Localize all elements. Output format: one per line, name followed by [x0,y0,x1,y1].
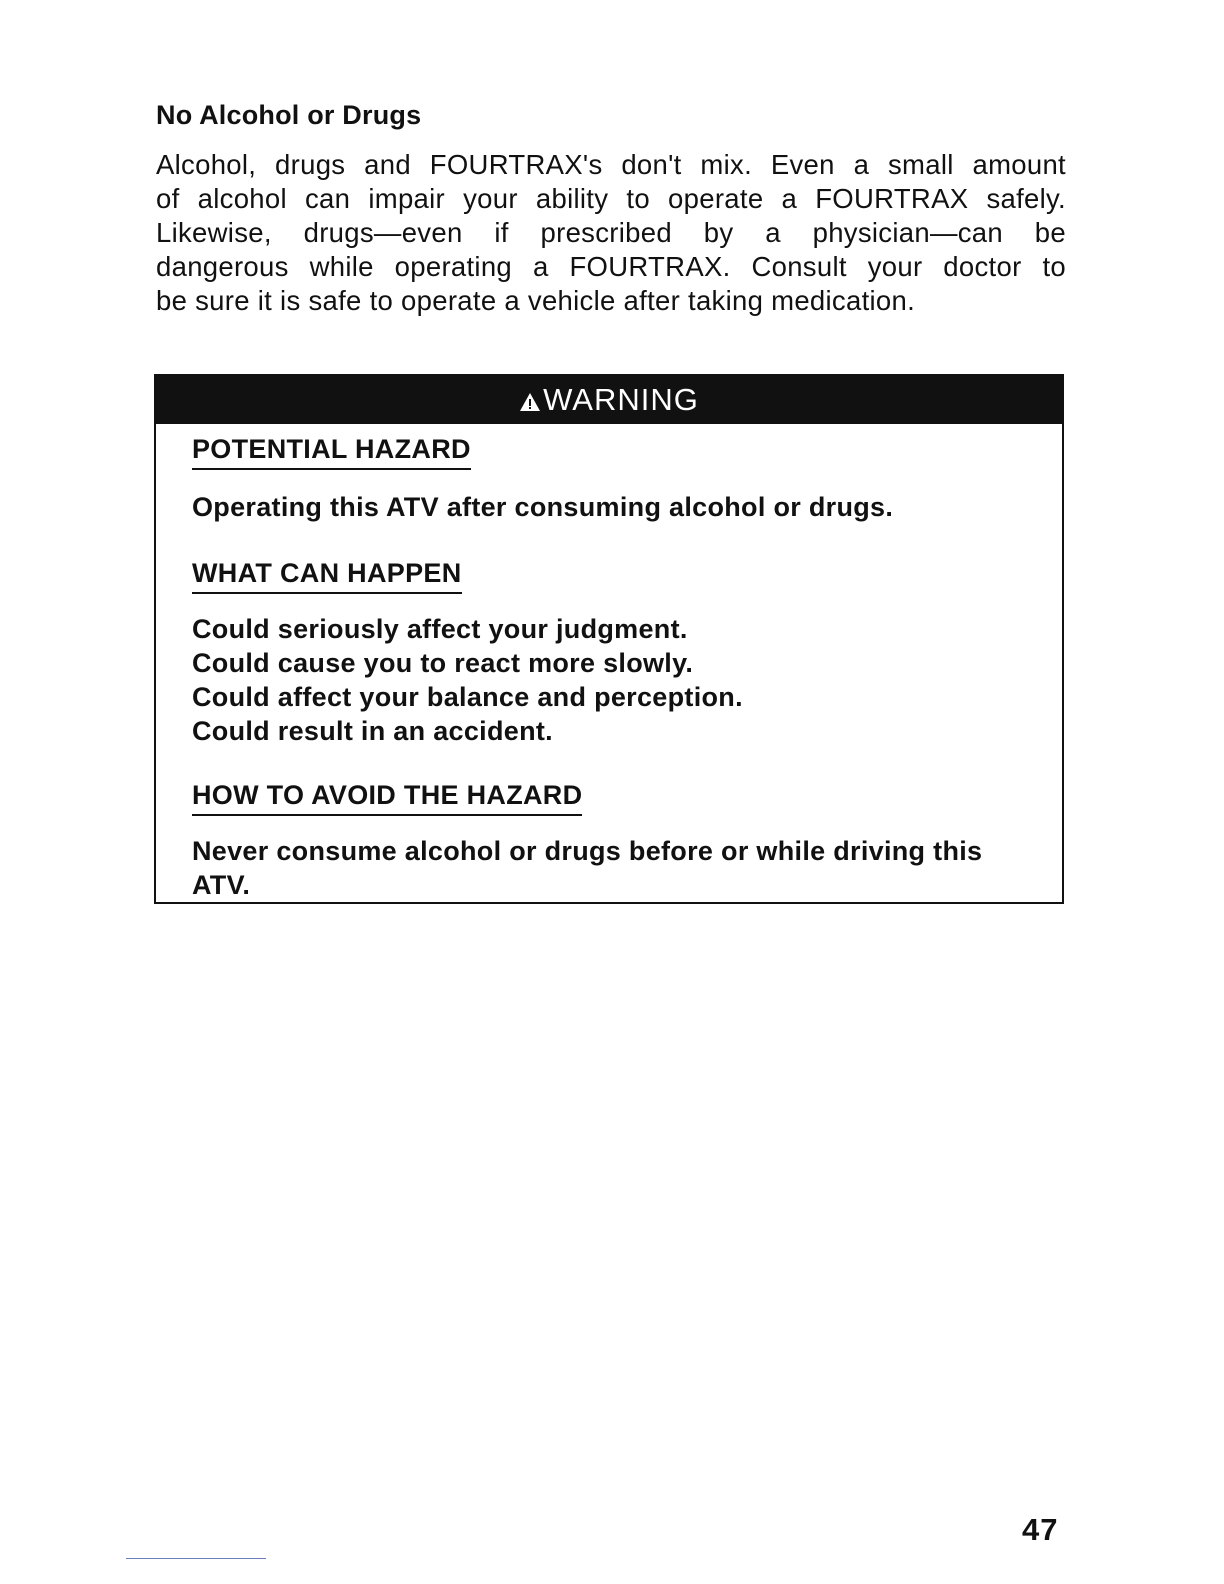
warning-box [154,374,1064,904]
page-number: 47 [1022,1512,1059,1547]
how-to-avoid-heading: HOW TO AVOID THE HAZARD [192,780,582,816]
body-line: dangerous while operating a FOURTRAX. Consult your doctor to [156,251,1066,282]
avoid-line: Never consume alcohol or drugs before or while driving this [192,836,983,866]
body-line: be sure it is safe to operate a vehicle after taking medication. [156,285,916,316]
potential-hazard-text [192,490,1042,524]
what-can-happen-heading: WHAT CAN HAPPEN [192,558,462,594]
consequence-line: Could cause you to react more slowly. [192,648,694,678]
body-line: Likewise, drugs—even if prescribed by a physician—can be [156,217,1066,248]
warning-triangle-icon [519,392,541,412]
consequence-line: Could seriously affect your judgment. [192,614,688,644]
warning-header [156,376,1062,424]
hazard-line: Operating this ATV after consuming alcohol or drugs. [192,492,894,522]
potential-hazard-heading: POTENTIAL HAZARD [192,434,471,470]
what-can-happen-list [192,612,1042,748]
warning-title: WARNING [543,382,699,417]
avoid-line: ATV. [192,870,251,900]
consequence-line: Could affect your balance and perception. [192,682,743,712]
body-paragraph [156,148,1066,318]
bottom-rule [126,1558,266,1559]
section-heading: No Alcohol or Drugs [156,100,422,130]
how-to-avoid-text [192,834,1042,902]
body-line: Alcohol, drugs and FOURTRAX's don't mix. Even a small amount [156,149,1066,180]
body-line: of alcohol can impair your ability to operate a FOURTRAX safely. [156,183,1066,214]
consequence-line: Could result in an accident. [192,716,553,746]
